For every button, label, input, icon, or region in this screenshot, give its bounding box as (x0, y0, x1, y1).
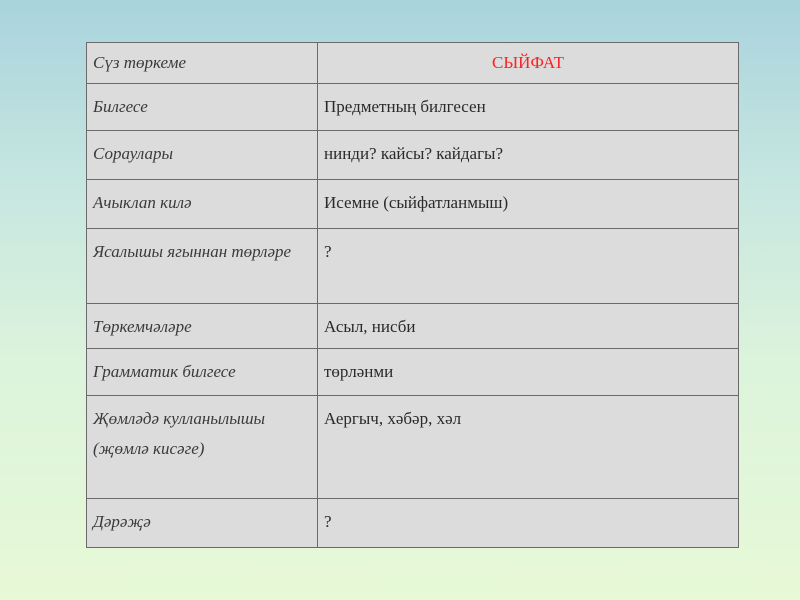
table-row (87, 84, 739, 131)
row-label: Грамматик билгесе (87, 349, 318, 396)
row-value: төрләнми (318, 349, 739, 396)
header-label-cell: Сүз төркеме (87, 43, 318, 84)
word-class-table (86, 42, 739, 548)
row-label: Сораулары (87, 131, 318, 180)
row-value: ? (318, 499, 739, 548)
table-row (87, 396, 739, 499)
table-header-row (87, 43, 739, 84)
row-label: Төркемчәләре (87, 304, 318, 349)
table-row (87, 499, 739, 548)
row-value: Исемне (сыйфатланмыш) (318, 180, 739, 229)
row-value: Асыл, нисби (318, 304, 739, 349)
row-label: Җөмләдә кулланылышы (җөмлә кисәге) (87, 396, 318, 499)
row-value: Предметның билгесен (318, 84, 739, 131)
row-value: Аергыч, хәбәр, хәл (318, 396, 739, 499)
table-row (87, 349, 739, 396)
row-label: Билгесе (87, 84, 318, 131)
header-value-cell: СЫЙФАТ (318, 43, 739, 84)
row-value: нинди? кайсы? кайдагы? (318, 131, 739, 180)
table-row (87, 304, 739, 349)
row-label: Дәрәҗә (87, 499, 318, 548)
table-row (87, 131, 739, 180)
row-label: Ясалышы ягыннан төрләре (87, 229, 318, 304)
table-row (87, 229, 739, 304)
row-value: ? (318, 229, 739, 304)
table-row (87, 180, 739, 229)
row-label: Ачыклап килә (87, 180, 318, 229)
